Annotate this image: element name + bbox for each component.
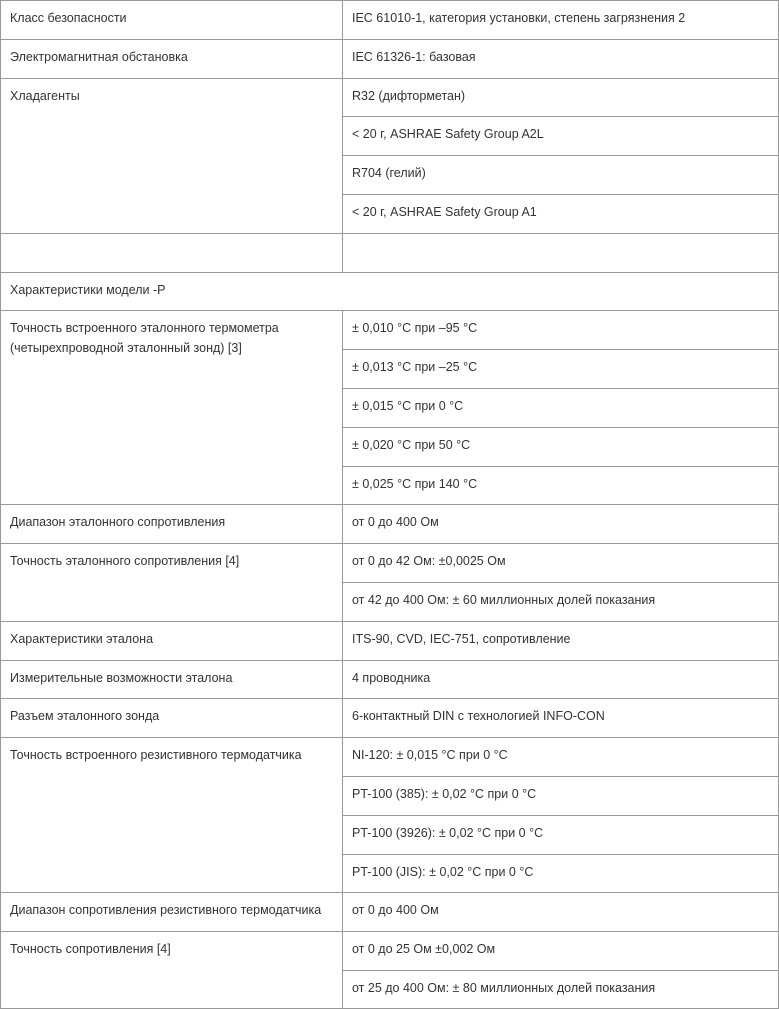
- row-value: от 0 до 400 Ом: [352, 515, 439, 529]
- value-divider: [342, 815, 779, 816]
- row-value: PT-100 (385): ± 0,02 °C при 0 °C: [352, 787, 537, 801]
- row-value: IEC 61326-1: базовая: [352, 50, 476, 64]
- row-label: Диапазон эталонного сопротивления: [10, 515, 226, 529]
- column-divider: [342, 660, 343, 699]
- value-divider: [342, 970, 779, 971]
- row-label: Характеристики эталона: [10, 632, 154, 646]
- row-value: ± 0,015 °C при 0 °C: [352, 399, 464, 413]
- column-divider: [342, 698, 343, 737]
- column-divider: [342, 233, 343, 272]
- row-value: IEC 61010-1, категория установки, степень загрязнения 2: [352, 11, 686, 25]
- value-divider: [342, 427, 779, 428]
- row-label: Хладагенты: [10, 89, 80, 103]
- column-divider: [342, 504, 343, 543]
- row-border: [0, 621, 779, 622]
- row-border: [0, 698, 779, 699]
- row-border: [0, 660, 779, 661]
- column-divider: [342, 892, 343, 931]
- row-border: [0, 543, 779, 544]
- value-divider: [342, 466, 779, 467]
- row-value: PT-100 (JIS): ± 0,02 °C при 0 °C: [352, 865, 534, 879]
- row-value: от 42 до 400 Ом: ± 60 миллионных долей показания: [352, 593, 656, 607]
- row-value: 6-контактный DIN с технологией INFO-CON: [352, 709, 605, 723]
- row-value: ± 0,020 °C при 50 °C: [352, 438, 471, 452]
- row-value: от 0 до 25 Ом ±0,002 Ом: [352, 942, 496, 956]
- value-divider: [342, 155, 779, 156]
- row-border: [0, 233, 779, 234]
- row-border: [0, 78, 779, 79]
- row-border: [0, 272, 779, 273]
- row-value: < 20 г, ASHRAE Safety Group A2L: [352, 127, 544, 141]
- row-value: NI-120: ± 0,015 °C при 0 °C: [352, 748, 508, 762]
- row-value: ± 0,013 °C при –25 °C: [352, 360, 478, 374]
- row-label: Точность сопротивления [4]: [10, 942, 171, 956]
- row-label: Диапазон сопротивления резистивного термодатчика: [10, 903, 322, 917]
- column-divider: [342, 0, 343, 39]
- value-divider: [342, 854, 779, 855]
- row-label-line: Точность встроенного эталонного термометра: [10, 321, 279, 335]
- row-border: [0, 931, 779, 932]
- row-value: ± 0,025 °C при 140 °C: [352, 477, 478, 491]
- row-label: Класс безопасности: [10, 11, 127, 25]
- row-value: R704 (гелий): [352, 166, 426, 180]
- value-divider: [342, 582, 779, 583]
- row-label: Измерительные возможности эталона: [10, 671, 233, 685]
- row-value: от 0 до 400 Ом: [352, 903, 439, 917]
- value-divider: [342, 388, 779, 389]
- value-divider: [342, 776, 779, 777]
- row-label: Электромагнитная обстановка: [10, 50, 188, 64]
- value-divider: [342, 349, 779, 350]
- row-value: ± 0,010 °C при –95 °C: [352, 321, 478, 335]
- column-divider: [342, 621, 343, 660]
- row-label: Характеристики модели -P: [10, 283, 166, 297]
- row-border: [0, 310, 779, 311]
- row-border: [0, 504, 779, 505]
- row-label: Точность встроенного резистивного термодатчика: [10, 748, 302, 762]
- row-value: ITS-90, CVD, IEC-751, сопротивление: [352, 632, 571, 646]
- row-value: < 20 г, ASHRAE Safety Group A1: [352, 205, 537, 219]
- row-value: от 0 до 42 Ом: ±0,0025 Ом: [352, 554, 506, 568]
- row-border: [0, 892, 779, 893]
- row-border: [0, 737, 779, 738]
- row-value: PT-100 (3926): ± 0,02 °C при 0 °C: [352, 826, 544, 840]
- row-label-line: (четырехпроводной эталонный зонд) [3]: [10, 341, 242, 355]
- row-border: [0, 39, 779, 40]
- column-divider: [342, 39, 343, 78]
- value-divider: [342, 116, 779, 117]
- row-label: Разъем эталонного зонда: [10, 709, 160, 723]
- row-value: от 25 до 400 Ом: ± 80 миллионных долей показания: [352, 981, 656, 995]
- value-divider: [342, 194, 779, 195]
- row-value: 4 проводника: [352, 671, 431, 685]
- row-border: [0, 0, 779, 1]
- column-divider: [342, 310, 343, 504]
- row-label: Точность эталонного сопротивления [4]: [10, 554, 240, 568]
- row-value: R32 (дифторметан): [352, 89, 466, 103]
